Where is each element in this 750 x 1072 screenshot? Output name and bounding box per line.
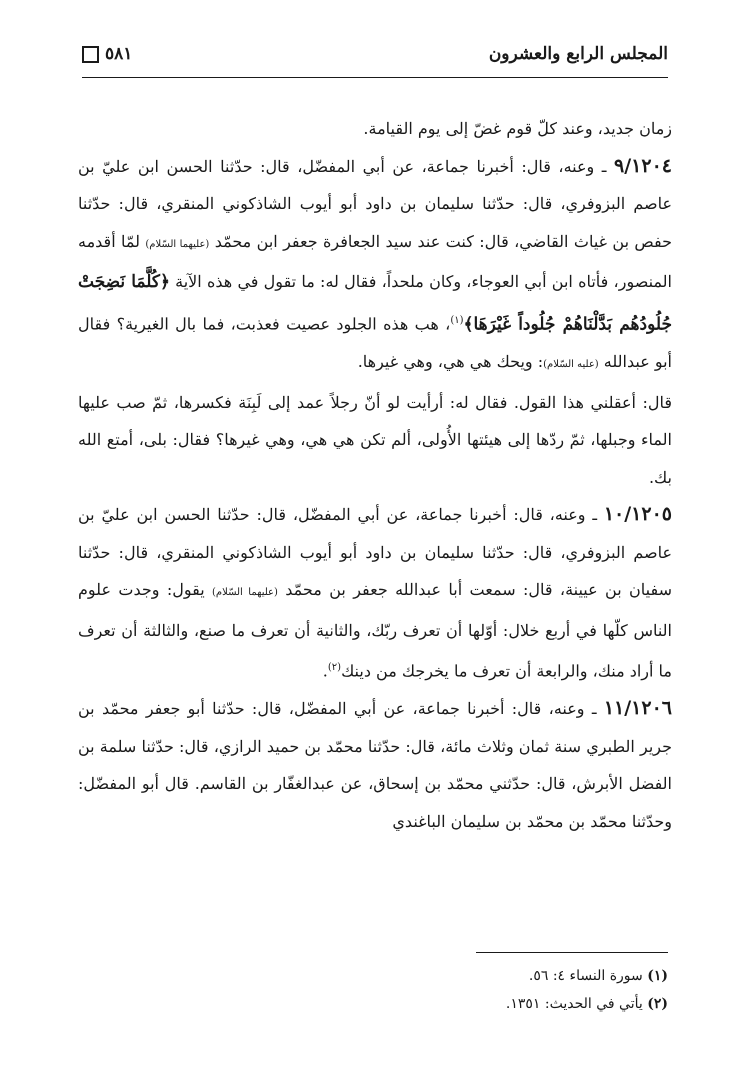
paragraph-1-text: زمان جديد، وعند كلّ قوم غضّ إلى يوم القيامة. — [363, 119, 672, 138]
honorific-1: (عليهما السّلام) — [145, 238, 210, 250]
footnote-1-text: سورة النساء ٤: ٥٦. — [528, 968, 648, 984]
hadith-1206 — [78, 690, 672, 840]
footnote-1 — [82, 962, 668, 990]
page-number-text: ٥٨١ — [105, 44, 133, 64]
page-number — [82, 44, 132, 64]
chapter-title: المجلس الرابع والعشرون — [488, 44, 668, 64]
hadith-1205-text-c: . — [322, 661, 328, 681]
honorific-2: (عليه السّلام) — [543, 359, 599, 371]
footnote-ref-2[interactable]: (٢) — [327, 662, 342, 674]
footnote-2-mark: (٢) — [647, 996, 668, 1012]
hadith-1204 — [78, 148, 672, 384]
paragraph-3-text: قال: أعقلني هذا القول. فقال له: أرأيت لو أنّ رجلاً عمد إلى لَبِنَة فكسرها، ثمّ صب عليها الماء وجبلها، ثمّ ردّها إلى هيئتها الأُولى، ألم تكن هي هي، وهي غيرها؟ فقال: بلى، أمتع الله بك. — [78, 392, 672, 487]
footnotes — [82, 962, 668, 1018]
hadith-1205-text-b: يقول: وجدت علوم الناس كلّها في أربع خلال: أوّلها أن تعرف ربّك، والثانية أن تعرف ما صنع، والثالثة أن تعرف ما أراد منك، والرابعة أن تعرف ما يخرجك من دينك — [78, 580, 672, 681]
hadith-1205-text-a: ـ وعنه، قال: أخبرنا جماعة، عن أبي المفضّل، قال: حدّثنا الحسن ابن عليّ بن عاصم البزوفري، قال: حدّثنا سليمان بن داود أبو أيوب الشاذكوني المنقري، قال: حدّثنا سفيان بن عيينة، قال: سمعت أبا عبدالله جعفر بن محمّد — [78, 505, 672, 600]
hadith-1204-text-d: : ويحك هي هي، وهي غيرها. — [357, 352, 544, 372]
hadith-1204-text-b: لمّا أقدمه المنصور، فأتاه ابن أبي العوجاء، وكان ملحداً، فقال له: ما تقول في هذه الآية — [78, 231, 672, 291]
hadith-1204-text-c: ، هب هذه الجلود عصيت فعذبت، فما بال الغيرية؟ فقال أبو عبدالله — [78, 313, 672, 372]
hadith-1206-text: ـ وعنه، قال: أخبرنا جماعة، عن أبي المفضّل، قال: حدّثنا أبو جعفر محمّد بن جرير الطبري سنة ثمان وثلاث مائة، قال: حدّثنا محمّد بن حميد الرازي، قال: حدّثنا سلمة بن الفضل الأبرش، قال: حدّثني محمّد بن إسحاق، عن عبدالغفّار بن القاسم. قال أبو المفضّل: وحدّثنا محمّد بن محمّد بن سليمان الباغندي — [78, 699, 672, 831]
hadith-number-1206: ١١/١٢٠٦ — [603, 697, 672, 720]
footnote-2 — [82, 990, 668, 1018]
hadith-number-1204: ٩/١٢٠٤ — [614, 154, 672, 177]
honorific-3: (عليهما السّلام) — [212, 587, 278, 599]
paragraph-3 — [78, 384, 672, 497]
page-body — [78, 110, 672, 840]
hadith-1205 — [78, 496, 672, 690]
footnote-ref-1[interactable]: (١) — [450, 314, 464, 326]
paragraph-1 — [78, 110, 672, 148]
header-rule — [82, 77, 668, 78]
quran-verse: ﴿كُلَّمَا نَضِجَتْ جُلُودُهُم بَدَّلْنَاهُمْ جُلُوداً غَيْرَهَا﴾ — [78, 272, 672, 334]
hadith-1204-text-a: ـ وعنه، قال: أخبرنا جماعة، عن أبي المفضّل، قال: حدّثنا الحسن ابن عليّ بن عاصم البزوفري، قال: حدّثنا سليمان بن داود أبو أيوب الشاذكوني المنقري، قال: حدّثنا حفص بن غياث القاضي، قال: كنت عند سيد الجعافرة جعفر ابن محمّد — [78, 156, 672, 251]
footnote-divider — [476, 952, 668, 953]
square-icon — [82, 46, 99, 63]
footnote-2-text: يأتي في الحديث: ١٣٥١. — [505, 996, 648, 1012]
hadith-number-1205: ١٠/١٢٠٥ — [603, 503, 672, 526]
footnote-1-mark: (١) — [647, 968, 668, 984]
page-header — [82, 42, 668, 78]
